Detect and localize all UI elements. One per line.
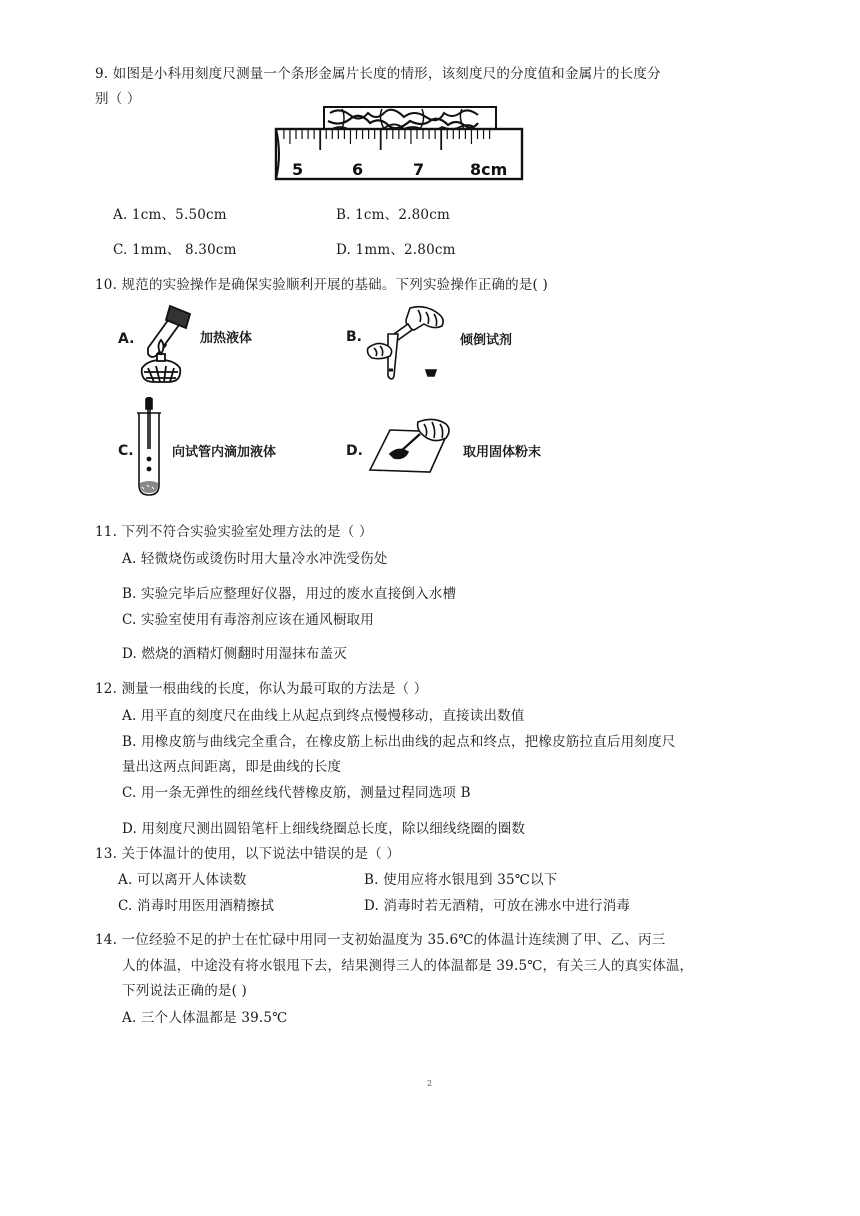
- q11-option-c: C. 实验室使用有毒溶剂应该在通风橱取用: [122, 612, 374, 628]
- q14-stem-line1: 14. 一位经验不足的护士在忙碌中用同一支初始温度为 35.6℃的体温计连续测了甲、乙、丙三: [95, 932, 666, 948]
- q11-stem: 11. 下列不符合实验实验室处理方法的是（ ）: [95, 524, 373, 540]
- q14-stem-line3: 下列说法正确的是( ): [122, 983, 248, 999]
- q12-option-c: C. 用一条无弹性的细丝线代替橡皮筋，测量过程同选项 B: [122, 785, 471, 801]
- heating-liquid-illustration: [134, 302, 192, 384]
- q9-option-b: B. 1cm、2.80cm: [336, 207, 450, 223]
- ruler-label-6: 6: [352, 160, 364, 179]
- q9-stem-line2: 别（ ）: [95, 91, 141, 107]
- q13-option-c: C. 消毒时用医用酒精擦拭: [118, 898, 275, 914]
- q10-fig-b-label: 倾倒试剂: [460, 333, 513, 348]
- q9-stem-line1: 9. 如图是小科用刻度尺测量一个条形金属片长度的情形，该刻度尺的分度值和金属片的长度分: [95, 66, 661, 82]
- q10-fig-c-label: 向试管内滴加液体: [172, 445, 277, 460]
- q12-option-d: D. 用刻度尺测出圆铅笔杆上细线绕圈总长度，除以细线绕圈的圈数: [122, 821, 526, 837]
- dropper-test-tube-illustration: [133, 397, 165, 497]
- q9-option-c: C. 1mm、 8.30cm: [113, 242, 237, 258]
- q12-option-b-line1: B. 用橡皮筋与曲线完全重合，在橡皮筋上标出曲线的起点和终点，把橡皮筋拉直后用刻度尺: [122, 734, 676, 750]
- q14-stem-line2: 人的体温，中途没有将水银甩下去，结果测得三人的体温都是 39.5℃，有关三人的真实体温，: [122, 958, 694, 974]
- q13-stem: 13. 关于体温计的使用，以下说法中错误的是（ ）: [95, 846, 401, 862]
- ruler-label-7: 7: [413, 160, 425, 179]
- q14-option-a: A. 三个人体温都是 39.5℃: [122, 1010, 288, 1026]
- page-number: 2: [427, 1079, 433, 1088]
- solid-powder-illustration: [368, 418, 450, 476]
- q9-option-a: A. 1cm、5.50cm: [113, 207, 227, 223]
- q13-option-b: B. 使用应将水银甩到 35℃以下: [364, 872, 558, 888]
- pouring-reagent-illustration: [364, 304, 450, 384]
- q10-fig-c-letter: C.: [118, 443, 134, 459]
- ruler-figure: [272, 103, 524, 183]
- q12-option-b-line2: 量出这两点间距离，即是曲线的长度: [122, 759, 342, 775]
- ruler-label-5: 5: [292, 160, 304, 179]
- ruler-label-8cm: 8cm: [470, 160, 508, 179]
- q11-option-b: B. 实验完毕后应整理好仪器，用过的废水直接倒入水槽: [122, 586, 457, 602]
- q10-fig-a-label: 加热液体: [200, 331, 253, 346]
- q11-option-d: D. 燃烧的酒精灯侧翻时用湿抹布盖灭: [122, 646, 348, 662]
- q12-stem: 12. 测量一根曲线的长度，你认为最可取的方法是（ ）: [95, 681, 428, 697]
- q10-fig-b-letter: B.: [346, 329, 362, 345]
- q12-option-a: A. 用平直的刻度尺在曲线上从起点到终点慢慢移动，直接读出数值: [122, 708, 525, 724]
- q10-fig-d-letter: D.: [346, 443, 363, 459]
- q11-option-a: A. 轻微烧伤或烫伤时用大量冷水冲洗受伤处: [122, 551, 388, 567]
- q10-fig-a-letter: A.: [118, 331, 135, 347]
- q13-option-a: A. 可以离开人体读数: [118, 872, 247, 888]
- q13-option-d: D. 消毒时若无酒精，可放在沸水中进行消毒: [364, 898, 631, 914]
- q10-fig-d-label: 取用固体粉末: [463, 445, 542, 460]
- q9-option-d: D. 1mm、2.80cm: [336, 242, 456, 258]
- q10-stem: 10. 规范的实验操作是确保实验顺利开展的基础。下列实验操作正确的是( ): [95, 277, 548, 293]
